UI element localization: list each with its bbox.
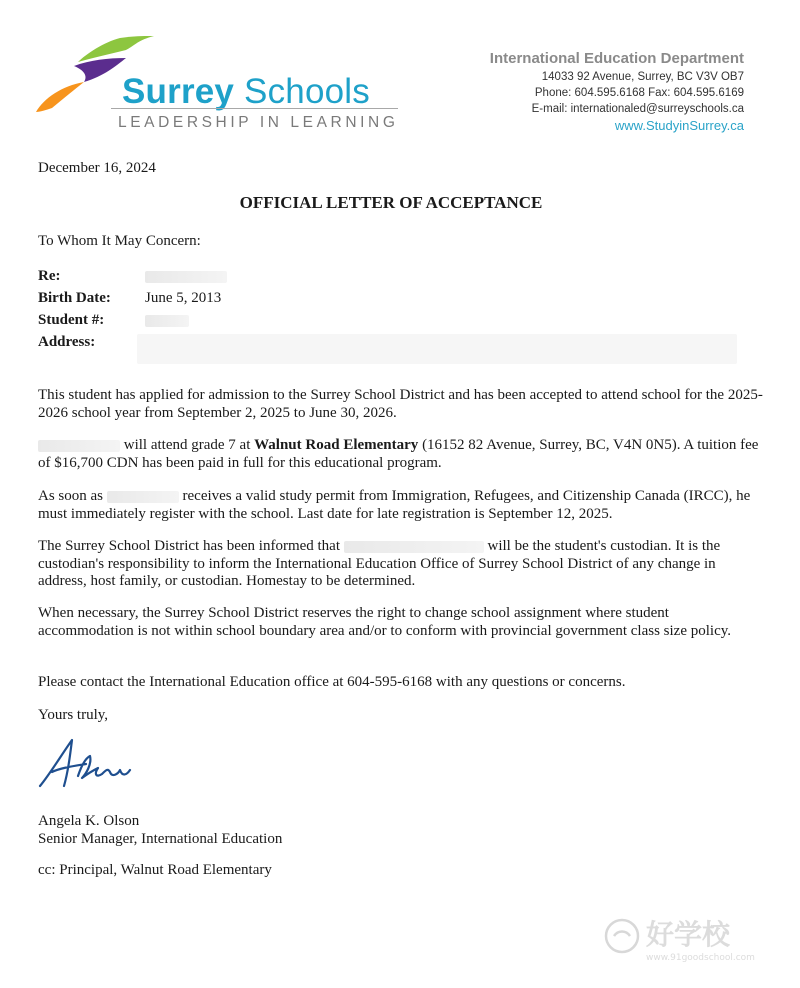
paragraph-custodian: The Surrey School District has been informed that will be the student's custodian. It is the custodian's responsibility to inform the International Education Office of Surrey School District of any change in address, host family, or custodian. Homestay to be determined.	[38, 538, 721, 589]
letter-title: OFFICIAL LETTER OF ACCEPTANCE	[239, 193, 543, 212]
field-value: June 5, 2013	[145, 290, 222, 306]
school-name: Walnut Road Elementary	[254, 437, 419, 453]
paragraph-study-permit: As soon as receives a valid study permit from Immigration, Refugees, and Citizenship Canada (IRCC), he must immediately register with the school. Last date for late registration is September 12, 2025.	[38, 488, 751, 522]
field-row-student-number	[38, 312, 737, 334]
paragraph-school-assignment: When necessary, the Surrey School District reserves the right to change school assignment where student accommodation is not within school boundary area and/or to conform with provincial government class size policy.	[38, 605, 732, 639]
closing: Yours truly,	[38, 707, 109, 723]
department-email[interactable]: E-mail: internationaled@surreyschools.ca	[531, 103, 744, 115]
department-phone-fax: Phone: 604.595.6168 Fax: 604.595.6169	[534, 87, 744, 99]
field-label: Birth Date:	[38, 290, 111, 306]
salutation: To Whom It May Concern:	[38, 233, 201, 249]
paragraph-admission: This student has applied for admission to the Surrey School District and has been accepted to attend school for the 2025-2026 school year from September 2, 2025 to June 30, 2026.	[38, 387, 763, 421]
department-website[interactable]: www.StudyinSurrey.ca	[614, 118, 744, 133]
cc-line: cc: Principal, Walnut Road Elementary	[38, 862, 272, 878]
brand-tagline: LEADERSHIP IN LEARNING	[118, 114, 399, 131]
signer-block	[38, 812, 282, 848]
field-row-re	[38, 268, 737, 290]
field-label: Address:	[38, 334, 96, 350]
svg-text:好学校: 好学校	[646, 918, 731, 951]
header-rule	[111, 108, 398, 109]
signature	[34, 734, 144, 796]
signer-title: Senior Manager, International Education	[38, 831, 283, 847]
field-value-redacted	[145, 268, 227, 290]
field-row-birth-date	[38, 290, 737, 312]
watermark-logo	[600, 906, 780, 966]
field-label: Re:	[38, 268, 61, 284]
department-name: International Education Department	[489, 50, 744, 67]
paragraph-contact: Please contact the International Education office at 604-595-6168 with any questions or concerns.	[38, 674, 626, 690]
department-block	[490, 50, 744, 135]
letter-date: December 16, 2024	[38, 160, 156, 176]
student-fields	[38, 268, 737, 356]
department-address: 14033 92 Avenue, Surrey, BC V3V OB7	[541, 71, 744, 83]
field-row-address	[38, 334, 737, 356]
svg-text:www.91goodschool.com: www.91goodschool.com	[646, 953, 755, 963]
field-value-redacted	[145, 312, 189, 334]
field-label: Student #:	[38, 312, 105, 328]
signer-name: Angela K. Olson	[38, 813, 140, 829]
field-value-redacted	[145, 334, 737, 356]
brand-name: Surrey Schools	[122, 72, 370, 111]
paragraph-school: will attend grade 7 at Walnut Road Elementary (16152 82 Avenue, Surrey, BC, V4N 0N5). A tuition fee of $16,700 CDN has been paid in full for this educational program.	[38, 437, 759, 471]
